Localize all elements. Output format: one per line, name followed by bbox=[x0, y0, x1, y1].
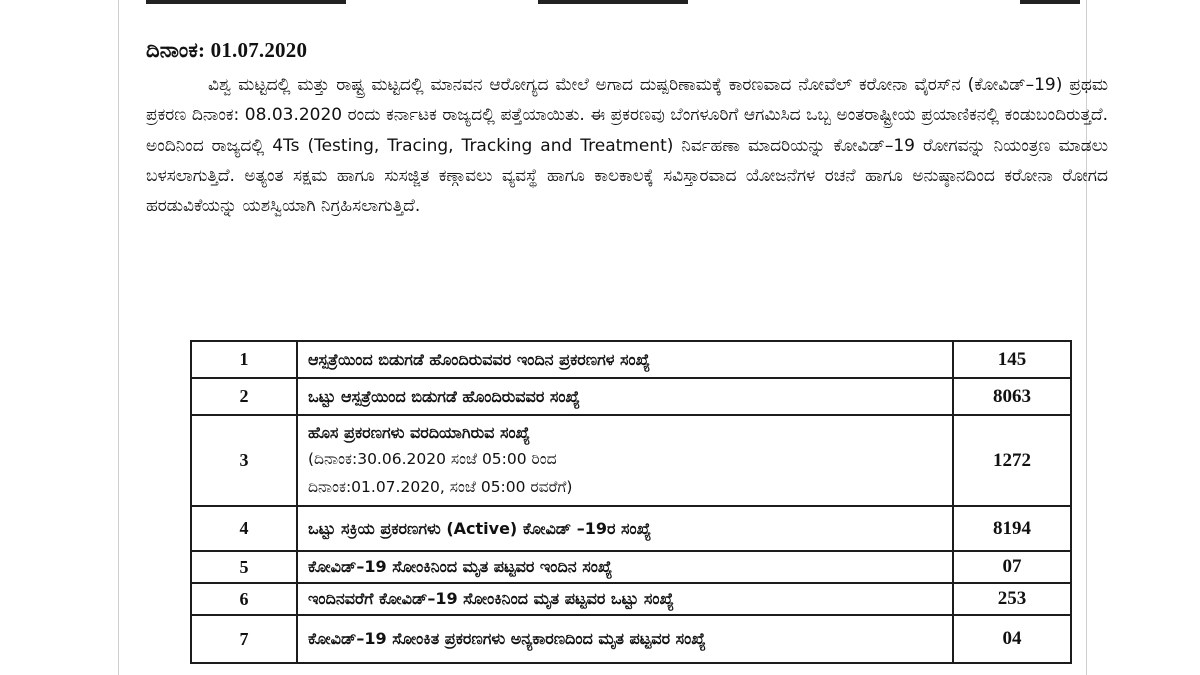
table-row bbox=[191, 506, 1071, 551]
row-label-text: ಆಸ್ಪತ್ರೆಯಿಂದ ಬಿಡುಗಡೆ ಹೊಂದಿರುವವರ ಇಂದಿನ ಪ್ರಕರಣಗಳ ಸಂಖ್ಯೆ bbox=[308, 349, 651, 369]
row-label-text: ಕೋವಿಡ್–19 ಸೋಂಕಿತ ಪ್ರಕರಣಗಳು ಅನ್ಯಕಾರಣದಿಂದ ಮೃತ ಪಟ್ಟವರ ಸಂಖ್ಯೆ bbox=[308, 629, 706, 648]
row-label-text: ಒಟ್ಟು ಆಸ್ಪತ್ರೆಯಿಂದ ಬಿಡುಗಡೆ ಹೊಂದಿರುವವರ ಸಂಖ್ಯೆ bbox=[308, 386, 580, 406]
row-label bbox=[297, 551, 953, 583]
row-number: 3 bbox=[191, 415, 297, 506]
row-label-text: ಕೋವಿಡ್–19 ಸೋಂಕಿನಿಂದ ಮೃತ ಪಟ್ಟವರ ಇಂದಿನ ಸಂಖ್ಯೆ bbox=[308, 557, 613, 576]
row-value: 145 bbox=[953, 341, 1071, 378]
row-number: 6 bbox=[191, 583, 297, 615]
row-number: 5 bbox=[191, 551, 297, 583]
row-value: 8194 bbox=[953, 506, 1071, 551]
cut-off-text-fragment bbox=[1020, 0, 1080, 4]
row-label-text: ಇಂದಿನವರೆಗೆ ಕೋವಿಡ್–19 ಸೋಂಕಿನಿಂದ ಮೃತ ಪಟ್ಟವರ ಒಟ್ಟು ಸಂಖ್ಯೆ bbox=[308, 589, 674, 608]
table-row bbox=[191, 615, 1071, 663]
row-label bbox=[297, 415, 953, 506]
cut-off-text-fragment bbox=[146, 0, 346, 4]
row-label bbox=[297, 341, 953, 378]
row-number: 7 bbox=[191, 615, 297, 663]
row-number: 4 bbox=[191, 506, 297, 551]
row-value: 07 bbox=[953, 551, 1071, 583]
row-label-subtext: ದಿನಾಂಕ:01.07.2020, ಸಂಜೆ 05:00 ರವರೆಗೆ) bbox=[308, 477, 573, 496]
row-number: 2 bbox=[191, 378, 297, 415]
table-row bbox=[191, 378, 1071, 415]
row-label bbox=[297, 378, 953, 415]
intro-paragraph: ವಿಶ್ವ ಮಟ್ಟದಲ್ಲಿ ಮತ್ತು ರಾಷ್ಟ್ರ ಮಟ್ಟದಲ್ಲಿ ಮಾನವನ ಆರೋಗ್ಯದ ಮೇಲೆ ಅಗಾದ ದುಷ್ಪರಿಣಾಮಕ್ಕೆ ಕಾರಣವಾದ ನೋವೆಲ್ ಕರೋನಾ ವೈರಸ್‌ನ (ಕೋವಿಡ್–19) ಪ್ರಥಮ ಪ್ರಕರಣ ದಿನಾಂಕ: 08.03.2020 ರಂದು ಕರ್ನಾಟಕ ರಾಜ್ಯದಲ್ಲಿ ಪತ್ತೆಯಾಯಿತು. ಈ ಪ್ರಕರಣವು ಬೆಂಗಳೂರಿಗೆ ಆಗಮಿಸಿದ ಒಬ್ಬ ಅಂತರಾಷ್ಟ್ರೀಯ ಪ್ರಯಾಣಿಕನಲ್ಲಿ ಕಂಡುಬಂದಿರುತ್ತದೆ. ಅಂದಿನಿಂದ ರಾಜ್ಯದಲ್ಲಿ 4Ts (Testing, Tracing, Tracking and Treatment) ನಿರ್ವಹಣಾ ಮಾದರಿಯನ್ನು ಕೋವಿಡ್–19 ರೋಗವನ್ನು ನಿಯಂತ್ರಣ ಮಾಡಲು ಬಳಸಲಾಗುತ್ತಿದೆ. ಅತ್ಯಂತ ಸಕ್ಷಮ ಹಾಗೂ ಸುಸಜ್ಜಿತ ಕಣ್ಗಾವಲು ವ್ಯವಸ್ಥೆ ಹಾಗೂ ಕಾಲಕಾಲಕ್ಕೆ ಸವಿಸ್ತಾರವಾದ ಯೋಜನೆಗಳ ರಚನೆ ಹಾಗೂ ಅನುಷ್ಠಾನದಿಂದ ಕರೋನಾ ರೋಗದ ಹರಡುವಿಕೆಯನ್ನು ಯಶಸ್ವಿಯಾಗಿ ನಿಗ್ರಹಿಸಲಾಗುತ್ತಿದೆ. bbox=[146, 75, 1108, 217]
table-row bbox=[191, 551, 1071, 583]
row-value: 253 bbox=[953, 583, 1071, 615]
row-label-text: ಒಟ್ಟು ಸಕ್ರಿಯ ಪ್ರಕರಣಗಳು (Active) ಕೋವಿಡ್ –19ರ ಸಂಖ್ಯೆ bbox=[308, 518, 652, 538]
row-label-text: ಹೊಸ ಪ್ರಕರಣಗಳು ವರದಿಯಾಗಿರುವ ಸಂಖ್ಯೆ bbox=[308, 422, 531, 442]
table-row bbox=[191, 341, 1071, 378]
document-date: ದಿನಾಂಕ: 01.07.2020 bbox=[146, 38, 308, 62]
row-label bbox=[297, 506, 953, 551]
row-label bbox=[297, 615, 953, 663]
row-number: 1 bbox=[191, 341, 297, 378]
cut-off-text-fragment bbox=[538, 0, 688, 4]
row-value: 8063 bbox=[953, 378, 1071, 415]
row-value: 1272 bbox=[953, 415, 1071, 506]
table-row bbox=[191, 583, 1071, 615]
row-value: 04 bbox=[953, 615, 1071, 663]
table-row bbox=[191, 415, 1071, 506]
covid-statistics-table bbox=[190, 340, 1072, 664]
row-label bbox=[297, 583, 953, 615]
row-label-subtext: (ದಿನಾಂಕ:30.06.2020 ಸಂಜೆ 05:00 ರಿಂದ bbox=[308, 449, 557, 468]
